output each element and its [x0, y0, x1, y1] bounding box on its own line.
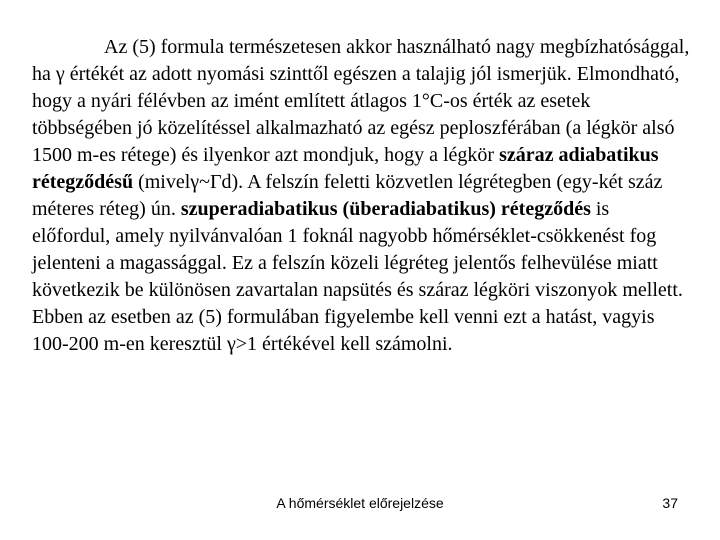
body-paragraph [32, 34, 692, 358]
footer-title: A hőmérséklet előrejelzése [276, 495, 444, 511]
text-segment-3: is előfordul, amely nyilvánvalóan 1 foknál nagyobb hőmérséklet-csökkenést fog jelenteni a magassággal. Ez a felszín közeli légréteg jelentős felhevülése miatt következik be különösen zavartalan napsütés és száraz légköri viszonyok mellett. Ebben az esetben az (5) formulában figyelembe kell venni ezt a hatást, vagyis 100-200 m-en keresztül γ>1 értékével kell számolni. [32, 198, 683, 355]
text-segment-2: (mivelγ~Γd). A felszín feletti közvetlen légrétegben (egy-két száz méteres réteg) ún. [32, 171, 663, 220]
text-segment-1: Az (5) formula természetesen akkor használható nagy megbízhatósággal, ha γ értékét az adott nyomási szinttől egészen a talajig jól ismerjük. Elmondható, hogy a nyári félévben az imént említett átlagos 1°C-os érték az esetek többségében jó közelítéssel alkalmazható az egész peploszférában (a légkör alsó 1500 m-es rétege) és ilyenkor azt mondjuk, hogy a légkör [32, 36, 690, 166]
term-superadiabatic: szuperadiabatikus (überadiabatikus) rétegződés [180, 198, 591, 220]
page-number: 37 [662, 495, 678, 511]
term-dry-adiabatic: száraz adiabatikus rétegződésű [32, 144, 659, 193]
